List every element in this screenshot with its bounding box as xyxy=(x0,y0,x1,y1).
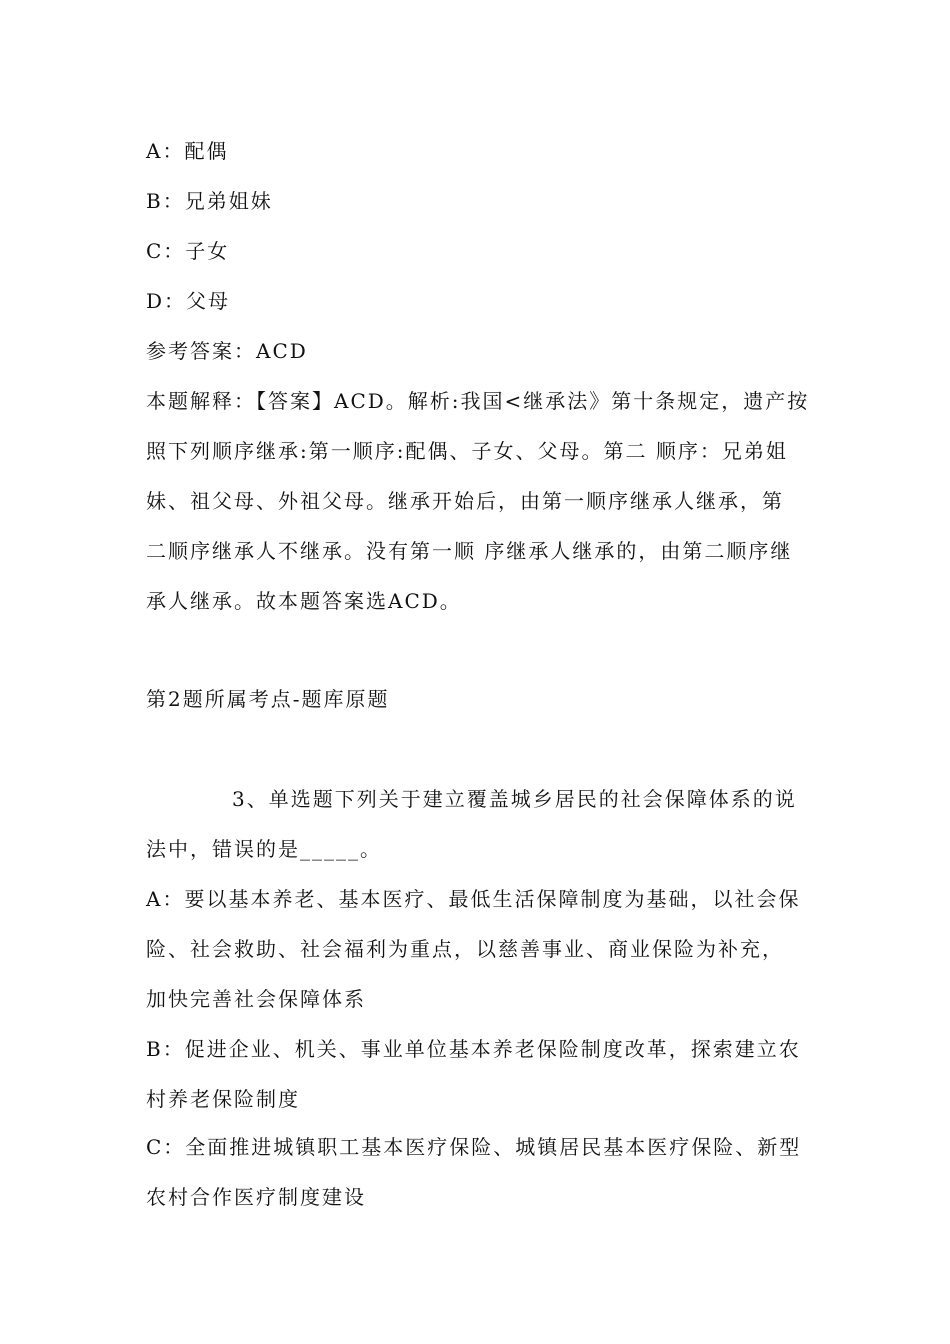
q3-option-c-line: C：全面推进城镇职工基本医疗保险、城镇居民基本医疗保险、新型 xyxy=(146,1135,802,1159)
q3-option-a-line: 险、社会救助、社会福利为重点，以慈善事业、商业保险为补充， xyxy=(146,937,784,961)
q3-option-a-line: A：要以基本养老、基本医疗、最低生活保障制度为基础，以社会保 xyxy=(146,887,801,911)
q2-explanation-line: 本题解释：【答案】ACD。解析:我国<继承法》第十条规定，遗产按 xyxy=(146,389,810,413)
q2-explanation-line: 二顺序继承人不继承。没有第一顺 序继承人继承的，由第二顺序继 xyxy=(146,539,793,563)
q3-option-c-line: 农村合作医疗制度建设 xyxy=(146,1185,366,1209)
q2-option-a: A：配偶 xyxy=(146,139,229,163)
q3-option-b-line: 村养老保险制度 xyxy=(146,1087,300,1111)
q2-explanation-line: 照下列顺序继承:第一顺序:配偶、子女、父母。第二 顺序：兄弟姐 xyxy=(146,439,788,463)
q3-stem-line: 法中，错误的是_____。 xyxy=(146,837,382,861)
q3-option-a-line: 加快完善社会保障体系 xyxy=(146,987,366,1011)
q2-topic: 第2题所属考点-题库原题 xyxy=(146,687,390,711)
q2-option-b: B：兄弟姐妹 xyxy=(146,189,273,213)
q3-stem-line: 3、单选题下列关于建立覆盖城乡居民的社会保障体系的说 xyxy=(232,787,797,811)
q2-answer: 参考答案：ACD xyxy=(146,339,308,363)
q2-option-c: C：子女 xyxy=(146,239,230,263)
q2-explanation-line: 承人继承。故本题答案选ACD。 xyxy=(146,589,462,613)
q2-option-d: D：父母 xyxy=(146,289,231,313)
q2-explanation-line: 妹、祖父母、外祖父母。继承开始后，由第一顺序继承人继承，第 xyxy=(146,489,784,513)
q3-option-b-line: B：促进企业、机关、事业单位基本养老保险制度改革，探索建立农 xyxy=(146,1037,801,1061)
